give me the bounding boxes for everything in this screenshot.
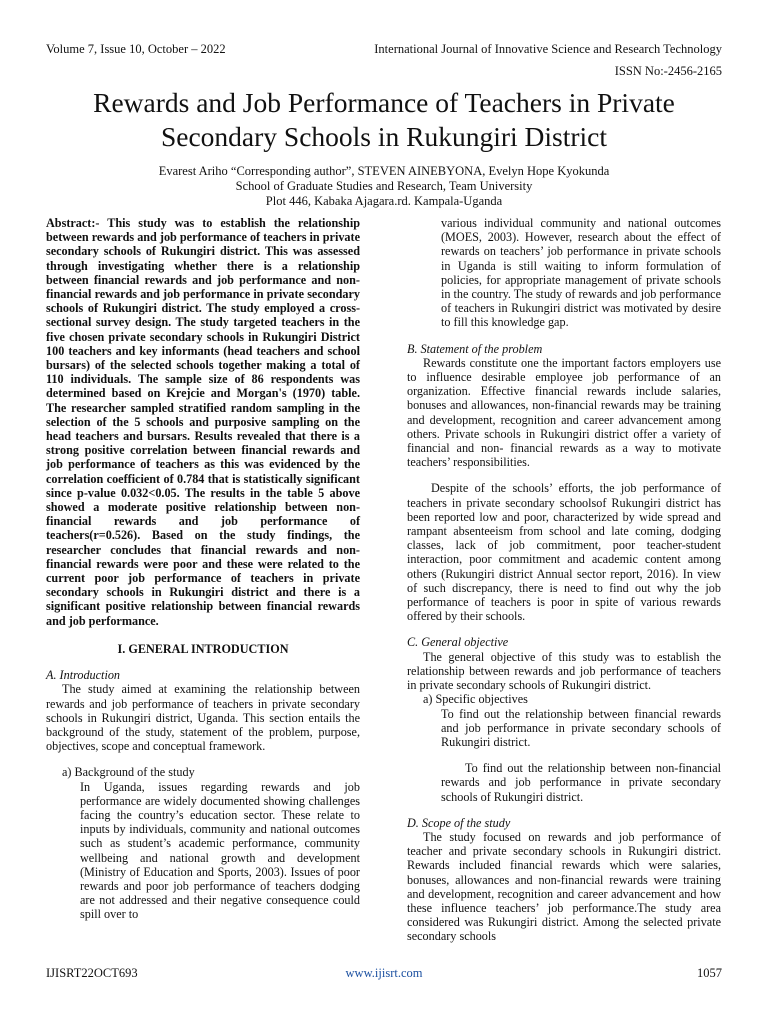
- right-column: [407, 216, 721, 944]
- journal-website-link[interactable]: www.ijisrt.com: [345, 966, 423, 980]
- background-text: In Uganda, issues regarding rewards and job performance are widely documented showing challenges facing the country’s education sector. These relate to inputs by individuals, community and national outcomes such as student’s academic performance, community wellbeing and national growth and development (Ministry of Education and Sports, 2003). Issues of poor rewards and poor job performance of teachers dodging are not addressed and their negative consequence could spill over to: [80, 779, 360, 922]
- specific-objective-2: To find out the relationship between non-financial rewards and job performance in private secondary schools of Rukungiri district.: [441, 761, 721, 804]
- section-heading-general-introduction: I. GENERAL INTRODUCTION: [117, 641, 289, 656]
- specific-objectives-heading: a) Specific objectives: [423, 692, 528, 707]
- introduction-text: The study aimed at examining the relationship between rewards and job performance of teachers in private secondary schools in Rukungiri district, Uganda. This section entails the background of the study, statement of the problem, purpose, objectives, scope and conceptual framework.: [46, 682, 360, 754]
- problem-text-1: Rewards constitute one the important factors employers use to influence desirable employee job performance of an organization. Effective financial rewards include salaries, bonuses and allowances, non-financial rewards may be training and development, recognition and career advancement among others. Private schools in Rukungiri district offer a variety of financial and non- financial rewards as a way to motivate teachers’ responsibilities.: [407, 355, 721, 470]
- paper-title: Rewards and Job Performance of Teachers in Private Secondary Schools in Rukungiri District: [93, 87, 675, 152]
- abstract: Abstract:- This study was to establish the relationship between rewards and job performance of teachers in private secondary schools of Rukungiri district. This was assessed through investigating whether there is a relationship between financial rewards and job performance and non-financial rewards and job performance in private secondary schools of Rukungiri district. The study employed a cross-sectional survey design. The study targeted teachers in the five chosen private secondary schools in Rukungiri District 100 teachers and key informants (head teachers and school bursars) of the selected schools together making a total of 110 individuals. The sample size of 86 respondents was determined based on Krejcie and Morgan's (1970) table. The researcher sampled stratified random sampling in the selection of the 5 schools and purposive sampling on the head teachers and bursars. Results revealed that there is a strong positive correlation between financial rewards and job performance of teachers as this was evidenced by the correlation coefficient of 0.784 that is statistically significant since p-value 0.032<0.05. The results in the table 5 above showed a moderate positive relationship between non-financial rewards and job performance of teachers(r=0.526). Based on the study findings, the researcher concludes that financial rewards and non-financial rewards were poor and these were related to the current poor job performance of teachers in private secondary schools in Rukungiri district and there is a significant positive relationship between financial rewards and job performance.: [46, 216, 360, 628]
- author-affiliation: School of Graduate Studies and Research, Team University: [235, 179, 533, 193]
- specific-objective-1: To find out the relationship between financial rewards and job performance in private secondary schools of Rukungiri district.: [441, 706, 721, 749]
- problem-text-2: Despite of the schools’ efforts, the job performance of teachers in private secondary schoolsof Rukungiri district has been reported low and poor, characterized by wide spread and rampant absenteeism from school and late coming, dodging classes, lack of job commitment, poor teacher-student interaction, poor commitment and academic content among others (Rukungiri district Annual sector report, 2016). In view of such discrepancy, there is need to find out why the job performance of teachers is poor in spite of various rewards offered by their schools.: [407, 481, 721, 624]
- subsection-heading-introduction: A. Introduction: [46, 668, 121, 683]
- background-continuation: various individual community and national outcomes (MOES, 2003). However, research about the effect of rewards on teachers’ job performance in private schools in Uganda is still waiting to inform formulation of policies, for appropriate management of private schools in the country. The study of rewards and job performance of teachers in Rukungiri district was motivated by desire to fill this knowledge gap.: [441, 216, 721, 330]
- journal-volume: Volume 7, Issue 10, October – 2022: [46, 42, 226, 56]
- background-heading: a) Background of the study: [62, 765, 195, 780]
- left-column: [46, 216, 360, 922]
- author-block: [40, 164, 728, 209]
- paper-code: IJISRT22OCT693: [46, 966, 138, 980]
- author-names: Evarest Ariho “Corresponding author”, STEVEN AINEBYONA, Evelyn Hope Kyokunda: [158, 164, 610, 178]
- page-number: 1057: [697, 966, 722, 980]
- journal-name: International Journal of Innovative Science and Research Technology: [374, 42, 722, 56]
- subsection-heading-scope: D. Scope of the study: [407, 815, 511, 830]
- subsection-heading-problem: B. Statement of the problem: [407, 341, 543, 356]
- journal-issn: ISSN No:-2456-2165: [614, 64, 722, 78]
- scope-text: The study focused on rewards and job performance of teacher and private secondary schools in Rukungiri district. Rewards included financial rewards which were salaries, bonuses, allowances and non-financial rewards were training and development, recognition and career advancement and how these influence teachers’ job performance.The study area considered was Rukungiri district. Among the selected private secondary schools: [407, 829, 721, 944]
- subsection-heading-objective: C. General objective: [407, 635, 509, 650]
- objective-text: The general objective of this study was to establish the relationship between rewards and job performance of teachers in private secondary schools of Rukungiri district.: [407, 649, 721, 693]
- author-address: Plot 446, Kabaka Ajagara.rd. Kampala-Uganda: [265, 194, 503, 208]
